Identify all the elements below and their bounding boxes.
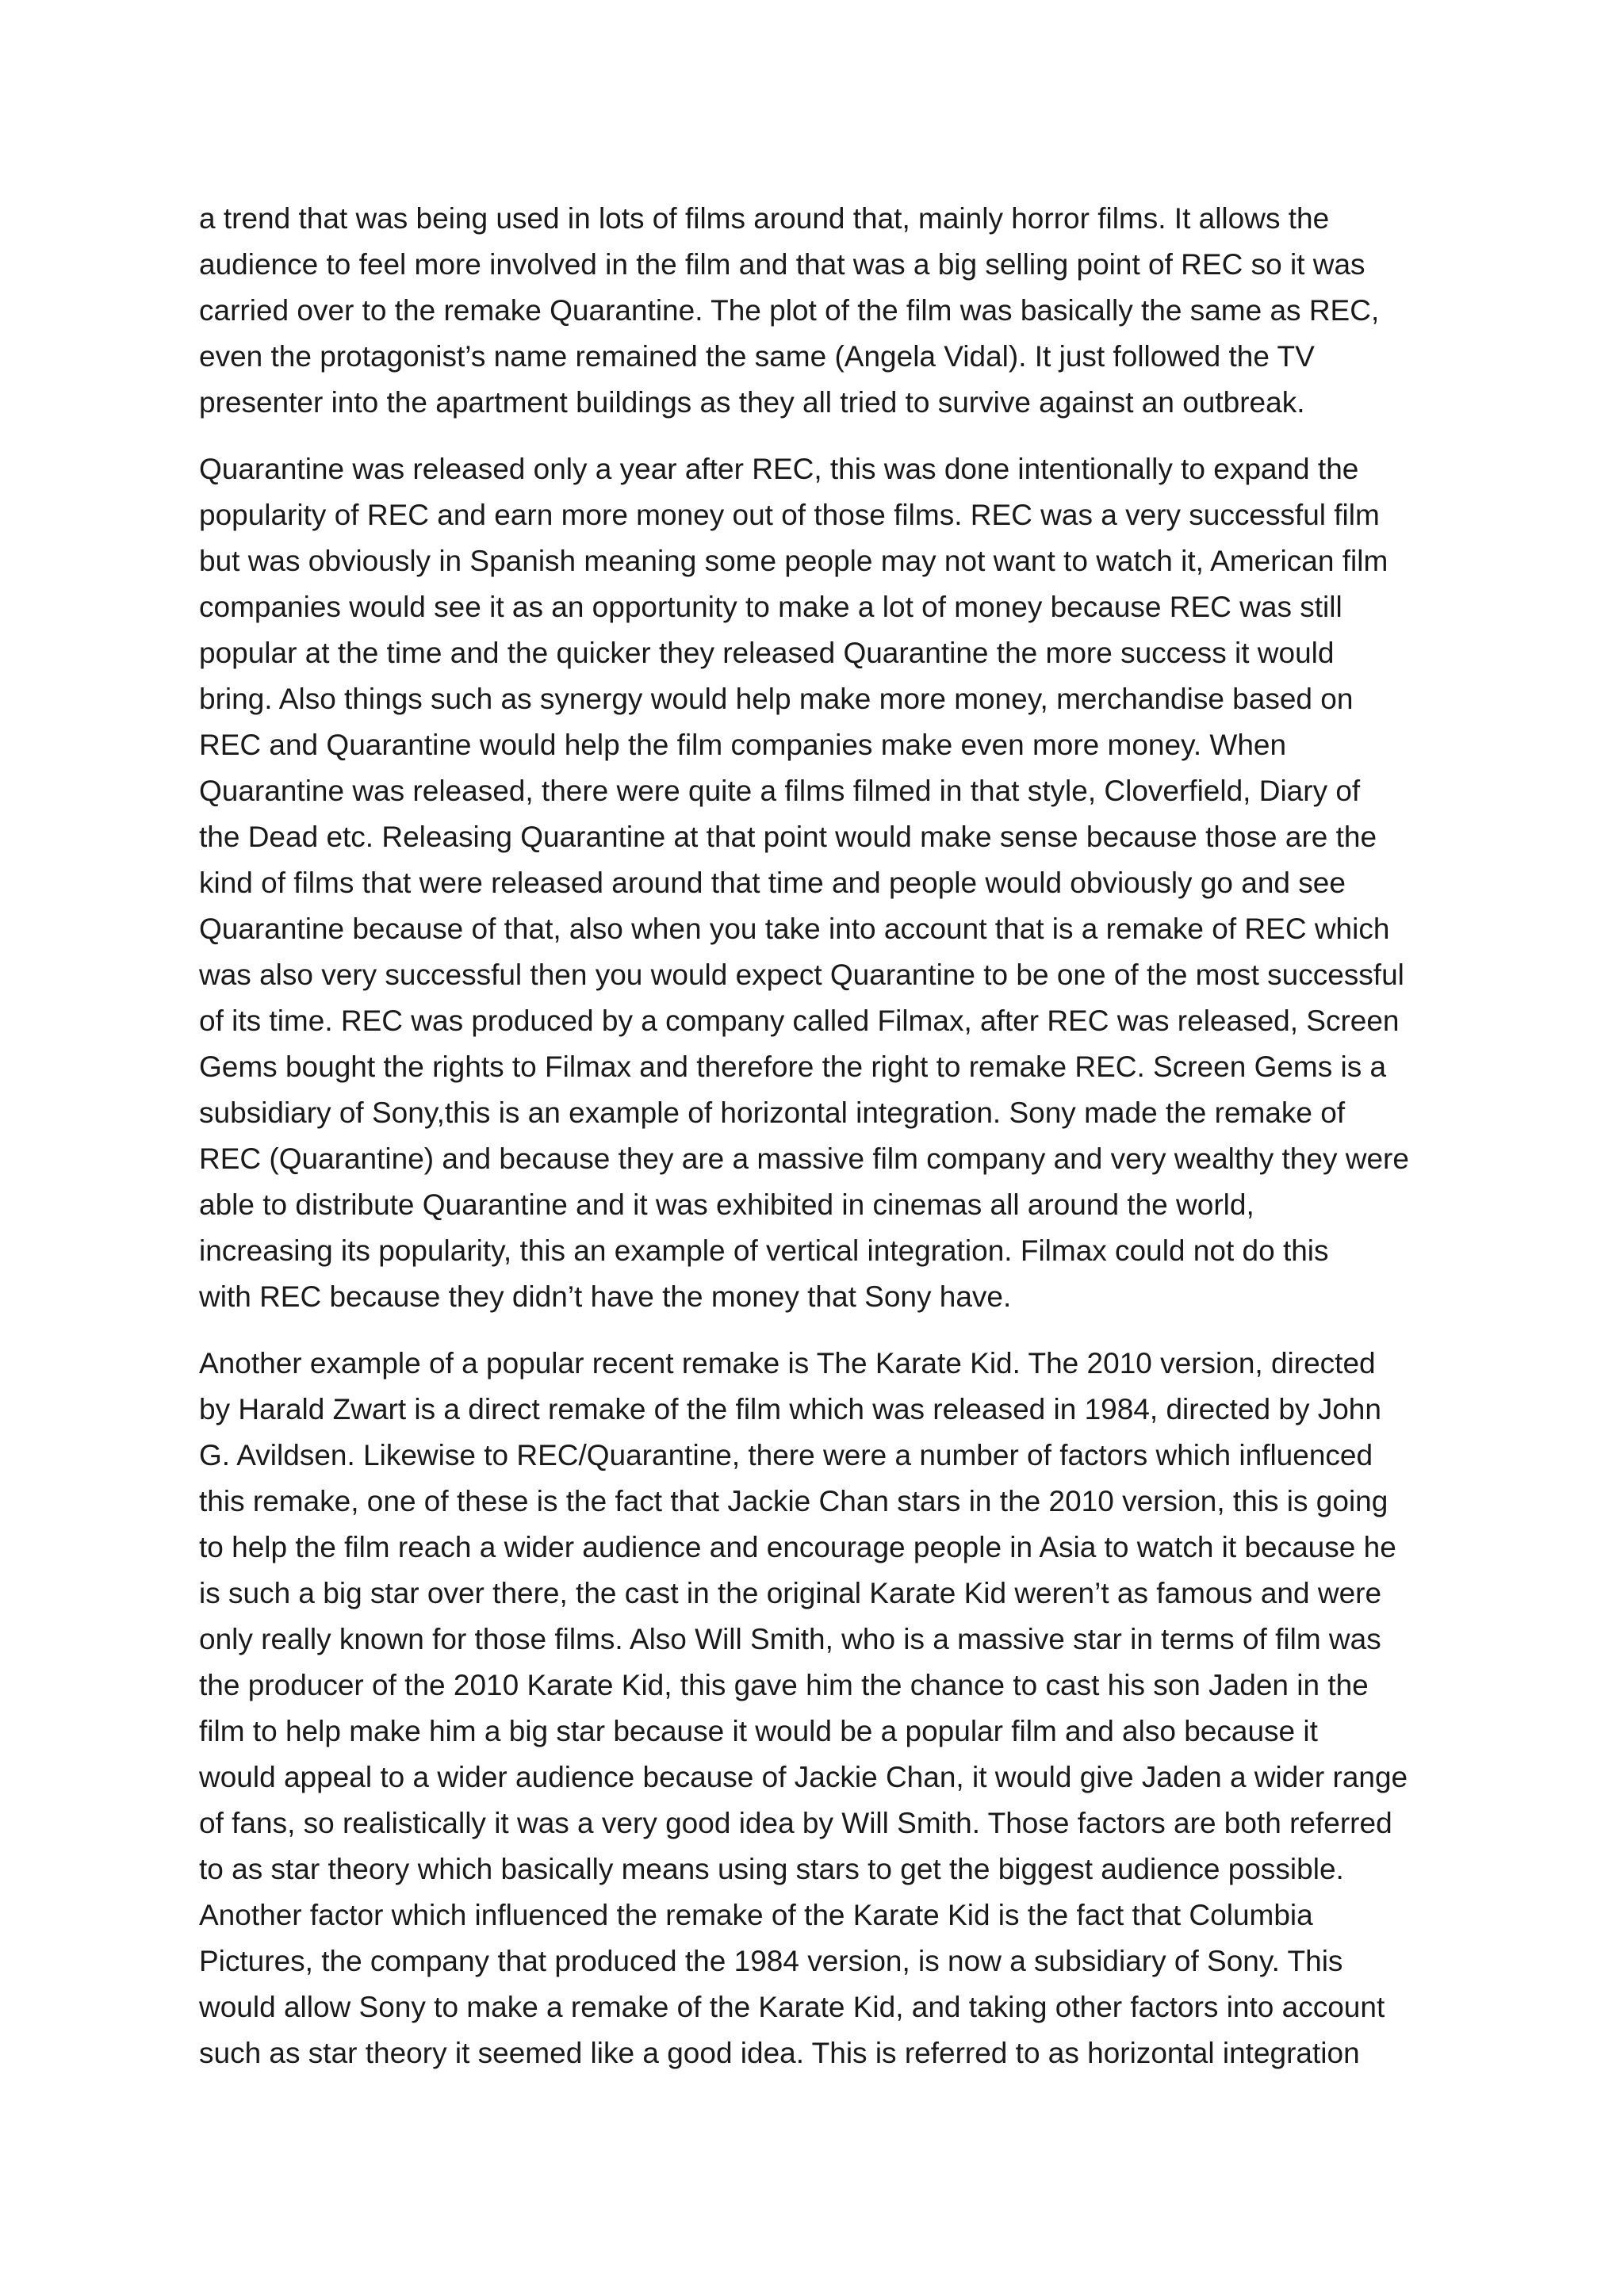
text-line: subsidiary of Sony,this is an example of horizontal integration. Sony made the remake of: [199, 1096, 1346, 1129]
text-line: with REC because they didn’t have the money that Sony have.: [199, 1280, 1012, 1313]
text-line: Another example of a popular recent remake is The Karate Kid. The 2010 version, directed: [199, 1347, 1376, 1380]
text-line: REC and Quarantine would help the film companies make even more money. When: [199, 729, 1287, 761]
text-line: by Harald Zwart is a direct remake of the film which was released in 1984, directed by John: [199, 1393, 1381, 1425]
text-line: a trend that was being used in lots of films around that, mainly horror films. It allows the: [199, 202, 1330, 235]
paragraph: [199, 196, 1444, 426]
text-line: Gems bought the rights to Filmax and therefore the right to remake REC. Screen Gems is a: [199, 1050, 1387, 1083]
text-line: is such a big star over there, the cast in the original Karate Kid weren’t as famous and were: [199, 1577, 1382, 1609]
text-line: of fans, so realistically it was a very good idea by Will Smith. Those factors are both referred: [199, 1807, 1392, 1839]
text-line: popularity of REC and earn more money out of those films. REC was a very successful film: [199, 499, 1380, 531]
text-line: this remake, one of these is the fact that Jackie Chan stars in the 2010 version, this is going: [199, 1485, 1388, 1517]
text-line: would allow Sony to make a remake of the Karate Kid, and taking other factors into account: [199, 1991, 1385, 2023]
text-line: the Dead etc. Releasing Quarantine at that point would make sense because those are the: [199, 821, 1377, 853]
text-line: but was obviously in Spanish meaning some people may not want to watch it, American film: [199, 545, 1388, 577]
text-line: even the protagonist’s name remained the same (Angela Vidal). It just followed the TV: [199, 340, 1315, 373]
text-line: would appeal to a wider audience because of Jackie Chan, it would give Jaden a wider range: [199, 1761, 1408, 1793]
text-line: popular at the time and the quicker they released Quarantine the more success it would: [199, 637, 1335, 669]
text-line: such as star theory it seemed like a good idea. This is referred to as horizontal integration: [199, 2037, 1360, 2069]
text-line: Pictures, the company that produced the 1984 version, is now a subsidiary of Sony. This: [199, 1945, 1343, 1977]
text-line: REC (Quarantine) and because they are a massive film company and very wealthy they were: [199, 1142, 1409, 1175]
document-body: [199, 196, 1444, 2097]
text-line: G. Avildsen. Likewise to REC/Quarantine, there were a number of factors which influenced: [199, 1439, 1373, 1471]
text-line: was also very successful then you would expect Quarantine to be one of the most successful: [199, 959, 1404, 991]
text-line: bring. Also things such as synergy would help make more money, merchandise based on: [199, 683, 1354, 715]
text-line: Quarantine was released, there were quite a films filmed in that style, Cloverfield, Diary of: [199, 775, 1361, 807]
text-line: Quarantine because of that, also when you take into account that is a remake of REC which: [199, 913, 1390, 945]
text-line: of its time. REC was produced by a company called Filmax, after REC was released, Screen: [199, 1004, 1400, 1037]
text-line: kind of films that were released around that time and people would obviously go and see: [199, 867, 1346, 899]
text-line: able to distribute Quarantine and it was exhibited in cinemas all around the world,: [199, 1188, 1254, 1221]
text-line: companies would see it as an opportunity to make a lot of money because REC was still: [199, 591, 1342, 623]
text-line: presenter into the apartment buildings as they all tried to survive against an outbreak.: [199, 386, 1305, 419]
text-line: carried over to the remake Quarantine. The plot of the film was basically the same as REC,: [199, 294, 1380, 327]
text-line: only really known for those films. Also Will Smith, who is a massive star in terms of film was: [199, 1623, 1381, 1655]
text-line: Quarantine was released only a year after REC, this was done intentionally to expand the: [199, 453, 1359, 485]
text-line: to help the film reach a wider audience and encourage people in Asia to watch it because he: [199, 1531, 1396, 1563]
text-line: Another factor which influenced the remake of the Karate Kid is the fact that Columbia: [199, 1899, 1313, 1931]
text-line: increasing its popularity, this an example of vertical integration. Filmax could not do this: [199, 1234, 1329, 1267]
text-line: the producer of the 2010 Karate Kid, this gave him the chance to cast his son Jaden in the: [199, 1669, 1369, 1701]
paragraph: [199, 446, 1444, 1320]
text-line: film to help make him a big star because it would be a popular film and also because it: [199, 1715, 1318, 1747]
text-line: audience to feel more involved in the film and that was a big selling point of REC so it was: [199, 248, 1365, 281]
paragraph: [199, 1341, 1444, 2076]
text-line: to as star theory which basically means using stars to get the biggest audience possible.: [199, 1853, 1344, 1885]
